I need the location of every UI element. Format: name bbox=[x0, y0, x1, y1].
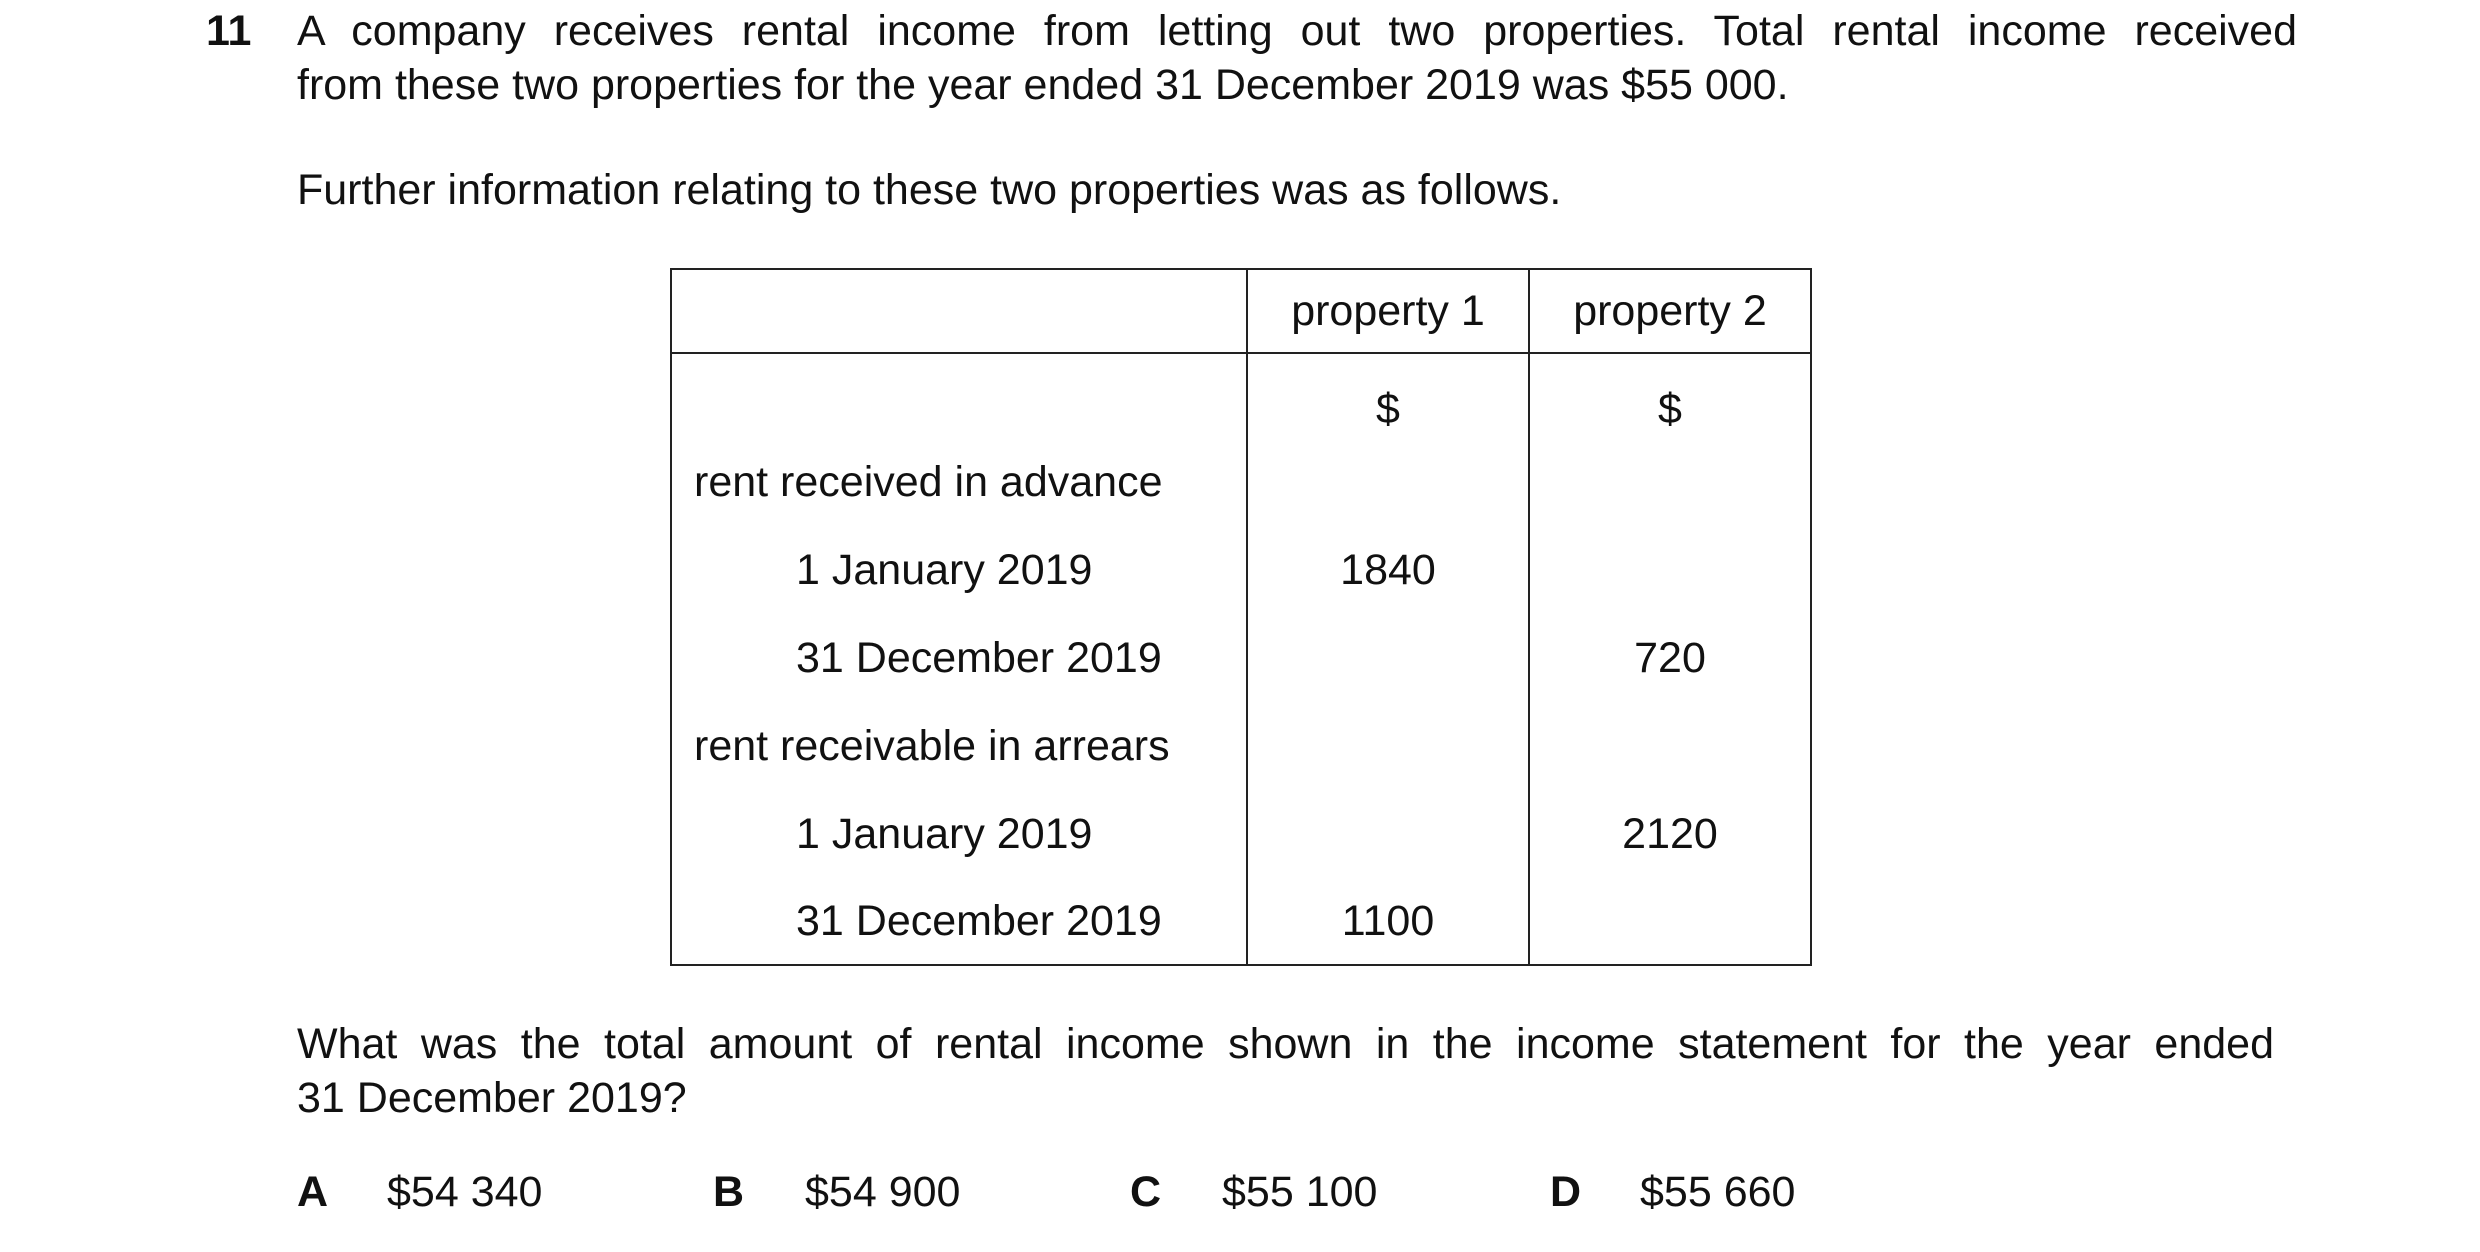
option-letter: C bbox=[1130, 1168, 1162, 1216]
question-stem bbox=[297, 4, 2297, 112]
unit-property-2: $ bbox=[1529, 353, 1811, 438]
question-number: 11 bbox=[206, 7, 252, 55]
row-label: 31 December 2019 bbox=[671, 878, 1247, 965]
rent-info-table bbox=[670, 268, 1812, 966]
unit-row bbox=[671, 353, 1811, 438]
row-label: rent received in advance bbox=[671, 438, 1247, 526]
row-property-2-value bbox=[1529, 438, 1811, 526]
table-row bbox=[671, 614, 1811, 702]
question-prompt bbox=[297, 1017, 2274, 1125]
option-value: $55 100 bbox=[1222, 1168, 1378, 1216]
row-label: 1 January 2019 bbox=[671, 526, 1247, 614]
table-row bbox=[671, 790, 1811, 878]
option-value: $54 340 bbox=[387, 1168, 543, 1216]
row-label: 1 January 2019 bbox=[671, 790, 1247, 878]
prompt-line-1: What was the total amount of rental income shown in the income statement for the year ended bbox=[297, 1020, 2274, 1068]
table-row bbox=[671, 438, 1811, 526]
unit-blank bbox=[671, 353, 1247, 438]
option-letter: B bbox=[713, 1168, 745, 1216]
row-property-1-value: 1100 bbox=[1247, 878, 1529, 965]
header-property-2: property 2 bbox=[1529, 269, 1811, 353]
option-letter: A bbox=[297, 1168, 329, 1216]
row-property-1-value: 1840 bbox=[1247, 526, 1529, 614]
row-label: 31 December 2019 bbox=[671, 614, 1247, 702]
table-row bbox=[671, 702, 1811, 790]
table-row bbox=[671, 878, 1811, 965]
row-property-2-value bbox=[1529, 526, 1811, 614]
option-value: $54 900 bbox=[805, 1168, 961, 1216]
prompt-line-2: 31 December 2019? bbox=[297, 1074, 687, 1122]
row-property-1-value bbox=[1247, 614, 1529, 702]
row-property-1-value bbox=[1247, 702, 1529, 790]
stem-line-1: A company receives rental income from letting out two properties. Total rental income received bbox=[297, 7, 2297, 55]
row-property-2-value bbox=[1529, 702, 1811, 790]
option-value: $55 660 bbox=[1640, 1168, 1796, 1216]
header-blank bbox=[671, 269, 1247, 353]
table-intro: Further information relating to these two properties was as follows. bbox=[297, 166, 1562, 214]
row-property-2-value: 720 bbox=[1529, 614, 1811, 702]
row-property-2-value: 2120 bbox=[1529, 790, 1811, 878]
header-property-1: property 1 bbox=[1247, 269, 1529, 353]
row-property-1-value bbox=[1247, 790, 1529, 878]
stem-line-2: from these two properties for the year ended 31 December 2019 was $55 000. bbox=[297, 61, 1789, 109]
row-property-2-value bbox=[1529, 878, 1811, 965]
table-row bbox=[671, 526, 1811, 614]
row-label: rent receivable in arrears bbox=[671, 702, 1247, 790]
row-property-1-value bbox=[1247, 438, 1529, 526]
option-letter: D bbox=[1550, 1168, 1582, 1216]
unit-property-1: $ bbox=[1247, 353, 1529, 438]
